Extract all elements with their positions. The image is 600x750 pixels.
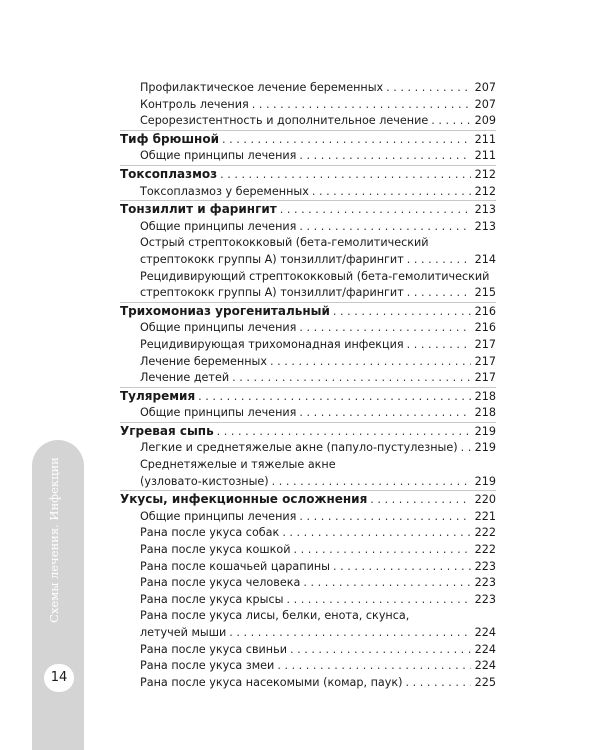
toc-entry: [120, 148, 496, 165]
toc-entry: [120, 370, 496, 387]
toc-entry-page: 219: [474, 441, 496, 455]
dot-leader: [299, 219, 471, 236]
toc-entry: [120, 80, 496, 97]
dot-leader: [222, 132, 471, 149]
toc-entry: [120, 252, 496, 269]
toc-entry-page: 217: [474, 337, 496, 351]
toc-entry: [120, 219, 496, 236]
toc-entry: [120, 474, 496, 491]
toc-section-heading: [120, 490, 496, 509]
toc-entry-title: Лечение детей: [140, 371, 230, 385]
toc-entry-title: Туляремия: [120, 388, 196, 403]
toc-entry-title: Рана после укуса змеи: [140, 659, 275, 673]
dot-leader: [407, 285, 471, 302]
toc-entry-page: 223: [474, 592, 496, 606]
toc-entry: [120, 575, 496, 592]
dot-leader: [217, 424, 471, 441]
toc-entry-title: Рана после укуса кошкой: [140, 543, 291, 557]
toc-entry-title: стрептококк группы А) тонзиллит/фарингит: [140, 286, 404, 300]
toc-entry: [120, 97, 496, 114]
dot-leader: [299, 320, 471, 337]
dot-leader: [312, 184, 471, 201]
toc-entry: [120, 354, 496, 371]
toc-entry-title: Рана после укуса лисы, белки, енота, скунса,: [140, 609, 410, 623]
toc-entry: [120, 457, 496, 474]
toc-entry: [120, 184, 496, 201]
toc-entry: [120, 235, 496, 252]
toc-entry-title: Трихомониаз урогенитальный: [120, 303, 330, 318]
toc-entry-page: 218: [474, 389, 496, 403]
toc-entry-page: 219: [474, 424, 496, 438]
toc-entry-title: стрептококк группы А) тонзиллит/фарингит: [140, 252, 404, 266]
toc-entry-page: 213: [474, 219, 496, 233]
toc-section-heading: [120, 387, 496, 406]
toc-entry-page: 222: [474, 526, 496, 540]
dot-leader: [277, 658, 471, 675]
toc-entry-title: Рана после укуса человека: [140, 576, 301, 590]
toc-entry-page: 219: [474, 474, 496, 488]
toc-entry-title: Токсоплазмоз у беременных: [140, 184, 309, 198]
toc-entry-title: Общие принципы лечения: [140, 406, 297, 420]
toc-entry-page: 223: [474, 576, 496, 590]
toc-entry: [120, 320, 496, 337]
toc-entry-title: Рана после укуса крысы: [140, 592, 284, 606]
dot-leader: [220, 167, 471, 184]
toc-entry: [120, 625, 496, 642]
toc-section-heading: [120, 302, 496, 321]
dot-leader: [299, 405, 471, 422]
toc-entry-page: 211: [474, 132, 496, 146]
toc-entry-page: 211: [474, 149, 496, 163]
dot-leader: [407, 252, 471, 269]
dot-leader: [461, 440, 471, 457]
toc-entry: [120, 440, 496, 457]
dot-leader: [299, 148, 471, 165]
toc-entry: [120, 113, 496, 130]
dot-leader: [280, 202, 471, 219]
toc-entry: [120, 592, 496, 609]
toc-entry-page: 217: [474, 354, 496, 368]
dot-leader: [406, 675, 471, 692]
toc-entry-page: 225: [474, 675, 496, 689]
dot-leader: [270, 354, 471, 371]
dot-leader: [333, 559, 471, 576]
toc-entry-page: 222: [474, 543, 496, 557]
toc-entry: [120, 675, 496, 692]
toc-entry-title: Легкие и среднетяжелые акне (папуло-пустулезные): [140, 441, 458, 455]
dot-leader: [282, 525, 471, 542]
toc-entry-page: 209: [474, 114, 496, 128]
toc-entry-title: Профилактическое лечение беременных: [140, 81, 384, 94]
toc-section-heading: [120, 200, 496, 219]
toc-entry-title: Общие принципы лечения: [140, 509, 297, 523]
dot-leader: [198, 389, 471, 406]
toc-entry-title: Среднетяжелые и тяжелые акне: [140, 458, 336, 472]
toc-section-heading: [120, 130, 496, 149]
dot-leader: [252, 97, 471, 114]
toc-entry-title: Тиф брюшной: [120, 131, 219, 146]
toc-section-heading: [120, 422, 496, 441]
toc-entry-page: 207: [474, 81, 496, 94]
dot-leader: [286, 592, 471, 609]
toc-entry-title: Рецидивирующая трихомонадная инфекция: [140, 337, 404, 351]
toc-entry-page: 212: [474, 167, 496, 181]
toc-entry: [120, 608, 496, 625]
dot-leader: [333, 304, 471, 321]
dot-leader: [229, 625, 471, 642]
dot-leader: [290, 642, 471, 659]
toc-entry: [120, 337, 496, 354]
toc-entry-page: 223: [474, 559, 496, 573]
toc-entry-page: 216: [474, 304, 496, 318]
toc-entry-page: 224: [474, 626, 496, 639]
toc-entry-page: 212: [474, 184, 496, 198]
toc-entry-page: 217: [474, 371, 496, 385]
toc-entry: [120, 509, 496, 526]
toc-entry-title: Лечение беременных: [140, 354, 267, 368]
toc-entry-title: Рана после укуса насекомыми (комар, паук): [140, 675, 403, 689]
dot-leader: [407, 337, 471, 354]
toc-entry-title: Серорезистентность и дополнительное лечение: [140, 114, 429, 128]
toc-entry: [120, 285, 496, 302]
dot-leader: [431, 113, 471, 130]
toc-entry-title: (узловато-кистозные): [140, 474, 269, 488]
toc-entry-page: 216: [474, 321, 496, 335]
toc-section-heading: [120, 165, 496, 184]
toc-entry: [120, 269, 496, 286]
page-number: 14: [44, 664, 74, 692]
toc-entry-title: Общие принципы лечения: [140, 149, 297, 163]
toc-entry-page: 213: [474, 203, 496, 217]
toc-entry-title: Рана после укуса свиньи: [140, 642, 287, 656]
side-tab-label: Схемы лечения. Инфекции: [47, 457, 61, 623]
toc-entry: [120, 642, 496, 659]
toc-entry-page: 224: [474, 659, 496, 673]
toc-entry: [120, 658, 496, 675]
toc-entry-title: Общие принципы лечения: [140, 219, 297, 233]
toc-entry-title: Острый стрептококковый (бета-гемолитический: [140, 236, 429, 250]
toc-entry-page: 215: [474, 286, 496, 300]
toc-entry-page: 220: [474, 493, 496, 507]
toc-entry-title: Рецидивирующий стрептококковый (бета-гемолитический: [140, 269, 490, 283]
toc-entry-title: Тонзиллит и фарингит: [120, 202, 277, 217]
toc-entry-page: 214: [474, 252, 496, 266]
table-of-contents: [120, 80, 496, 691]
toc-entry: [120, 542, 496, 559]
toc-entry: [120, 405, 496, 422]
toc-entry-title: Рана после кошачьей царапины: [140, 559, 330, 573]
dot-leader: [272, 474, 471, 491]
toc-entry-title: Контроль лечения: [140, 97, 249, 111]
dot-leader: [386, 80, 471, 97]
toc-entry-title: Токсоплазмоз: [120, 166, 218, 181]
toc-entry-title: Угревая сыпь: [120, 423, 214, 438]
dot-leader: [299, 509, 471, 526]
toc-entry-title: Рана после укуса собак: [140, 526, 280, 540]
dot-leader: [303, 575, 471, 592]
dot-leader: [232, 370, 471, 387]
toc-entry-title: летучей мыши: [140, 626, 227, 639]
toc-entry-page: 207: [474, 97, 496, 111]
toc-entry: [120, 559, 496, 576]
dot-leader: [370, 492, 471, 509]
toc-entry-title: Укусы, инфекционные осложнения: [120, 492, 368, 507]
toc-entry-page: 221: [474, 509, 496, 523]
toc-entry-title: Общие принципы лечения: [140, 321, 297, 335]
toc-entry: [120, 525, 496, 542]
dot-leader: [294, 542, 471, 559]
toc-entry-page: 224: [474, 642, 496, 656]
toc-entry-page: 218: [474, 406, 496, 420]
